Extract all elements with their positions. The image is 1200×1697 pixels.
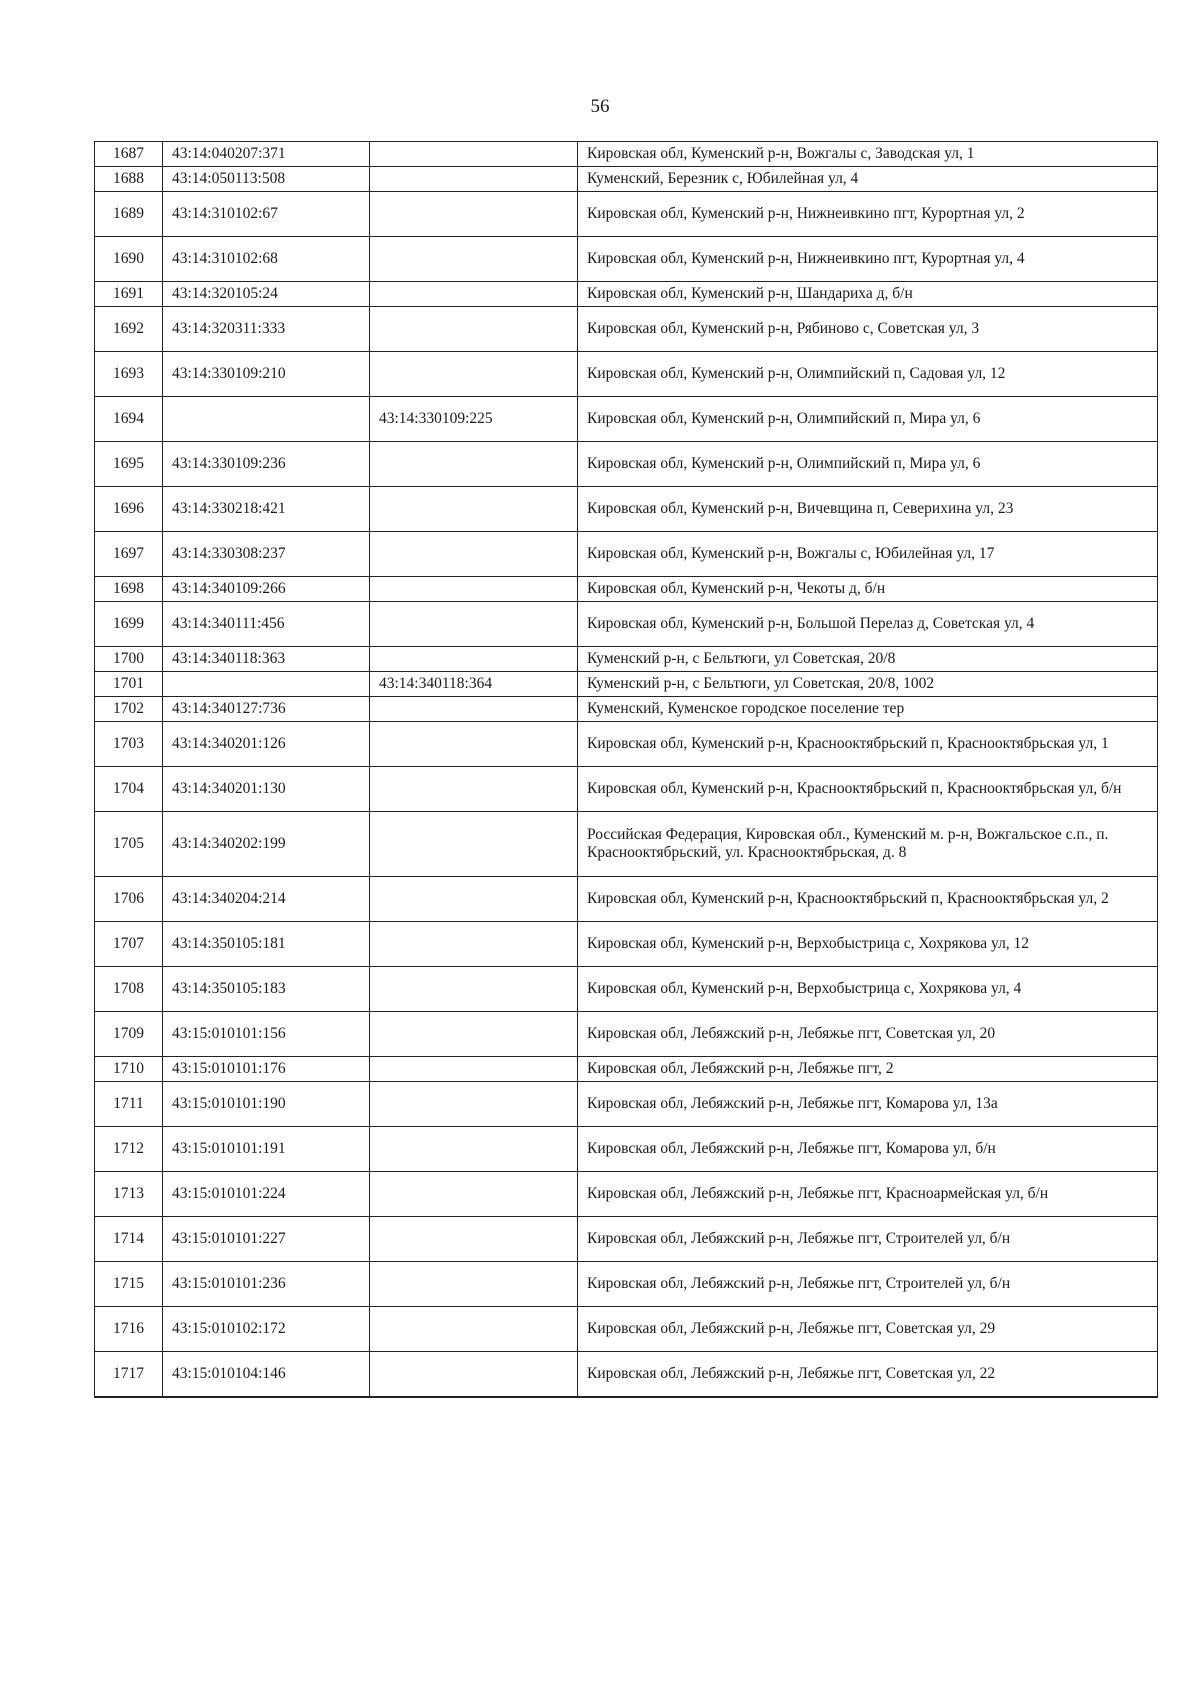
cell-address: Кировская обл, Лебяжский р-н, Лебяжье пгт, Строителей ул, б/н: [578, 1262, 1158, 1307]
cell-row-number: 1688: [95, 167, 163, 192]
table-row: [95, 812, 1158, 877]
cell-cadastral-row-numberber: 43:14:340127:736: [163, 697, 370, 722]
cell-cadastral-row-numberber: 43:14:350105:181: [163, 922, 370, 967]
cell-address: Кировская обл, Куменский р-н, Олимпийский п, Садовая ул, 12: [578, 352, 1158, 397]
cell-cadastral-row-numberber-secondary: [370, 1352, 578, 1397]
cell-address: Кировская обл, Куменский р-н, Шандариха д, б/н: [578, 282, 1158, 307]
cell-cadastral-row-numberber-secondary: [370, 697, 578, 722]
cell-cadastral-row-numberber: 43:14:350105:183: [163, 967, 370, 1012]
cell-cadastral-row-numberber: 43:15:010101:191: [163, 1127, 370, 1172]
cell-row-number: 1710: [95, 1057, 163, 1082]
registry-body: [95, 142, 1158, 1397]
cell-address: Кировская обл, Лебяжский р-н, Лебяжье пгт, 2: [578, 1057, 1158, 1082]
cell-cadastral-row-numberber-secondary: [370, 1012, 578, 1057]
cell-cadastral-row-numberber-secondary: [370, 307, 578, 352]
cell-cadastral-row-numberber-secondary: [370, 722, 578, 767]
cell-cadastral-row-numberber-secondary: [370, 602, 578, 647]
cell-cadastral-row-numberber-secondary: [370, 487, 578, 532]
cell-cadastral-row-numberber-secondary: 43:14:340118:364: [370, 672, 578, 697]
cell-cadastral-row-numberber: 43:14:320105:24: [163, 282, 370, 307]
cell-cadastral-row-numberber: 43:15:010101:190: [163, 1082, 370, 1127]
cell-cadastral-row-numberber: 43:14:040207:371: [163, 142, 370, 167]
cell-cadastral-row-numberber-secondary: [370, 1127, 578, 1172]
cell-address: Кировская обл, Лебяжский р-н, Лебяжье пгт, Комарова ул, 13а: [578, 1082, 1158, 1127]
cell-cadastral-row-numberber-secondary: [370, 1262, 578, 1307]
cell-row-number: 1716: [95, 1307, 163, 1352]
table-row: [95, 577, 1158, 602]
cell-row-number: 1715: [95, 1262, 163, 1307]
table-row: [95, 142, 1158, 167]
cell-address: Куменский, Березник с, Юбилейная ул, 4: [578, 167, 1158, 192]
cell-address: Кировская обл, Куменский р-н, Олимпийский п, Мира ул, 6: [578, 442, 1158, 487]
cell-row-number: 1689: [95, 192, 163, 237]
cell-address: Куменский р-н, с Бельтюги, ул Советская, 20/8: [578, 647, 1158, 672]
table-row: [95, 1262, 1158, 1307]
cell-cadastral-row-numberber: 43:15:010102:172: [163, 1307, 370, 1352]
cell-row-number: 1707: [95, 922, 163, 967]
table-row: [95, 282, 1158, 307]
table-row: [95, 1057, 1158, 1082]
cell-row-number: 1690: [95, 237, 163, 282]
cell-address: Кировская обл, Куменский р-н, Чекоты д, б/н: [578, 577, 1158, 602]
cell-row-number: 1700: [95, 647, 163, 672]
cell-address: Куменский р-н, с Бельтюги, ул Советская, 20/8, 1002: [578, 672, 1158, 697]
cell-cadastral-row-numberber-secondary: [370, 967, 578, 1012]
cell-cadastral-row-numberber: 43:14:340111:456: [163, 602, 370, 647]
cell-address: Кировская обл, Куменский р-н, Рябиново с, Советская ул, 3: [578, 307, 1158, 352]
cell-cadastral-row-numberber-secondary: [370, 192, 578, 237]
table-row: [95, 167, 1158, 192]
cell-cadastral-row-numberber: 43:14:330308:237: [163, 532, 370, 577]
cell-row-number: 1709: [95, 1012, 163, 1057]
cell-cadastral-row-numberber: 43:15:010101:176: [163, 1057, 370, 1082]
table-row: [95, 1012, 1158, 1057]
table-row: [95, 192, 1158, 237]
table-row: [95, 1307, 1158, 1352]
table-row: [95, 1217, 1158, 1262]
cell-cadastral-row-numberber-secondary: [370, 577, 578, 602]
cell-cadastral-row-numberber-secondary: [370, 532, 578, 577]
cell-cadastral-row-numberber: 43:14:050113:508: [163, 167, 370, 192]
table-row: [95, 307, 1158, 352]
table-row: [95, 397, 1158, 442]
cell-address: Кировская обл, Куменский р-н, Верхобыстрица с, Хохрякова ул, 12: [578, 922, 1158, 967]
page-number: 56: [590, 96, 610, 117]
cell-cadastral-row-numberber: 43:14:340201:130: [163, 767, 370, 812]
cell-row-number: 1704: [95, 767, 163, 812]
cell-address: Кировская обл, Лебяжский р-н, Лебяжье пгт, Советская ул, 22: [578, 1352, 1158, 1397]
cell-cadastral-row-numberber: 43:14:340204:214: [163, 877, 370, 922]
cell-cadastral-row-numberber: 43:14:310102:67: [163, 192, 370, 237]
cell-row-number: 1714: [95, 1217, 163, 1262]
cell-cadastral-row-numberber-secondary: [370, 237, 578, 282]
table-row: [95, 487, 1158, 532]
table-row: [95, 532, 1158, 577]
cell-cadastral-row-numberber: 43:14:330109:210: [163, 352, 370, 397]
cell-cadastral-row-numberber: [163, 672, 370, 697]
cell-row-number: 1717: [95, 1352, 163, 1397]
cell-cadastral-row-numberber: 43:14:330109:236: [163, 442, 370, 487]
cell-address: Кировская обл, Куменский р-н, Нижнеивкино пгт, Курортная ул, 2: [578, 192, 1158, 237]
cell-row-number: 1711: [95, 1082, 163, 1127]
cell-row-number: 1695: [95, 442, 163, 487]
cell-row-number: 1696: [95, 487, 163, 532]
cell-cadastral-row-numberber-secondary: [370, 812, 578, 877]
table-row: [95, 352, 1158, 397]
cell-cadastral-row-numberber: 43:14:320311:333: [163, 307, 370, 352]
cell-row-number: 1697: [95, 532, 163, 577]
table-row: [95, 602, 1158, 647]
table-row: [95, 722, 1158, 767]
cell-row-number: 1706: [95, 877, 163, 922]
cell-row-number: 1702: [95, 697, 163, 722]
cell-address: Кировская обл, Куменский р-н, Вичевщина п, Северихина ул, 23: [578, 487, 1158, 532]
cell-address: Кировская обл, Куменский р-н, Краснооктябрьский п, Краснооктябрьская ул, 1: [578, 722, 1158, 767]
cell-row-number: 1701: [95, 672, 163, 697]
cell-cadastral-row-numberber-secondary: [370, 352, 578, 397]
cell-address: Кировская обл, Куменский р-н, Вожгалы с, Юбилейная ул, 17: [578, 532, 1158, 577]
cell-row-number: 1705: [95, 812, 163, 877]
table-row: [95, 237, 1158, 282]
cell-address: Кировская обл, Куменский р-н, Вожгалы с, Заводская ул, 1: [578, 142, 1158, 167]
cell-cadastral-row-numberber: 43:15:010101:224: [163, 1172, 370, 1217]
cell-cadastral-row-numberber-secondary: [370, 142, 578, 167]
cell-row-number: 1693: [95, 352, 163, 397]
table-row: [95, 647, 1158, 672]
cell-address: Кировская обл, Куменский р-н, Краснооктябрьский п, Краснооктябрьская ул, б/н: [578, 767, 1158, 812]
cell-cadastral-row-numberber: 43:15:010101:236: [163, 1262, 370, 1307]
table-row: [95, 442, 1158, 487]
cell-address: Кировская обл, Лебяжский р-н, Лебяжье пгт, Строителей ул, б/н: [578, 1217, 1158, 1262]
cell-cadastral-row-numberber-secondary: [370, 922, 578, 967]
cell-cadastral-row-numberber: 43:14:340118:363: [163, 647, 370, 672]
cell-cadastral-row-numberber-secondary: [370, 1307, 578, 1352]
cell-cadastral-row-numberber-secondary: [370, 167, 578, 192]
cell-address: Кировская обл, Куменский р-н, Олимпийский п, Мира ул, 6: [578, 397, 1158, 442]
table-row: [95, 877, 1158, 922]
cell-row-number: 1691: [95, 282, 163, 307]
property-registry-table: [94, 141, 1158, 1398]
table-row: [95, 697, 1158, 722]
table-row: [95, 1127, 1158, 1172]
cell-cadastral-row-numberber-secondary: [370, 442, 578, 487]
cell-address: Кировская обл, Куменский р-н, Краснооктябрьский п, Краснооктябрьская ул, 2: [578, 877, 1158, 922]
cell-cadastral-row-numberber: 43:14:310102:68: [163, 237, 370, 282]
cell-address: Кировская обл, Лебяжский р-н, Лебяжье пгт, Советская ул, 29: [578, 1307, 1158, 1352]
cell-address: Куменский, Куменское городское поселение тер: [578, 697, 1158, 722]
cell-row-number: 1712: [95, 1127, 163, 1172]
cell-address: Кировская обл, Лебяжский р-н, Лебяжье пгт, Советская ул, 20: [578, 1012, 1158, 1057]
cell-address: Кировская обл, Куменский р-н, Нижнеивкино пгт, Курортная ул, 4: [578, 237, 1158, 282]
cell-cadastral-row-numberber: 43:15:010101:227: [163, 1217, 370, 1262]
table-row: [95, 967, 1158, 1012]
cell-row-number: 1694: [95, 397, 163, 442]
cell-row-number: 1713: [95, 1172, 163, 1217]
cell-address: Кировская обл, Лебяжский р-н, Лебяжье пгт, Комарова ул, б/н: [578, 1127, 1158, 1172]
cell-cadastral-row-numberber: 43:14:340202:199: [163, 812, 370, 877]
cell-cadastral-row-numberber: 43:15:010101:156: [163, 1012, 370, 1057]
cell-address: Российская Федерация, Кировская обл., Куменский м. р-н, Вожгальское с.п., п. Краснооктябрьский, ул. Краснооктябрьская, д. 8: [578, 812, 1158, 877]
cell-cadastral-row-numberber: 43:14:340201:126: [163, 722, 370, 767]
table-row: [95, 1172, 1158, 1217]
cell-cadastral-row-numberber-secondary: 43:14:330109:225: [370, 397, 578, 442]
table-row: [95, 672, 1158, 697]
cell-address: Кировская обл, Лебяжский р-н, Лебяжье пгт, Красноармейская ул, б/н: [578, 1172, 1158, 1217]
cell-cadastral-row-numberber-secondary: [370, 1172, 578, 1217]
cell-row-number: 1692: [95, 307, 163, 352]
cell-row-number: 1699: [95, 602, 163, 647]
cell-cadastral-row-numberber-secondary: [370, 1082, 578, 1127]
cell-cadastral-row-numberber-secondary: [370, 1217, 578, 1262]
table-row: [95, 1082, 1158, 1127]
cell-cadastral-row-numberber: 43:14:330218:421: [163, 487, 370, 532]
cell-row-number: 1708: [95, 967, 163, 1012]
cell-cadastral-row-numberber: [163, 397, 370, 442]
cell-cadastral-row-numberber-secondary: [370, 647, 578, 672]
cell-cadastral-row-numberber-secondary: [370, 877, 578, 922]
table-row: [95, 1352, 1158, 1397]
cell-address: Кировская обл, Куменский р-н, Большой Перелаз д, Советская ул, 4: [578, 602, 1158, 647]
cell-row-number: 1687: [95, 142, 163, 167]
cell-cadastral-row-numberber-secondary: [370, 282, 578, 307]
cell-address: Кировская обл, Куменский р-н, Верхобыстрица с, Хохрякова ул, 4: [578, 967, 1158, 1012]
table-row: [95, 922, 1158, 967]
cell-row-number: 1703: [95, 722, 163, 767]
cell-row-number: 1698: [95, 577, 163, 602]
cell-cadastral-row-numberber-secondary: [370, 767, 578, 812]
cell-cadastral-row-numberber-secondary: [370, 1057, 578, 1082]
table-row: [95, 767, 1158, 812]
cell-cadastral-row-numberber: 43:14:340109:266: [163, 577, 370, 602]
cell-cadastral-row-numberber: 43:15:010104:146: [163, 1352, 370, 1397]
